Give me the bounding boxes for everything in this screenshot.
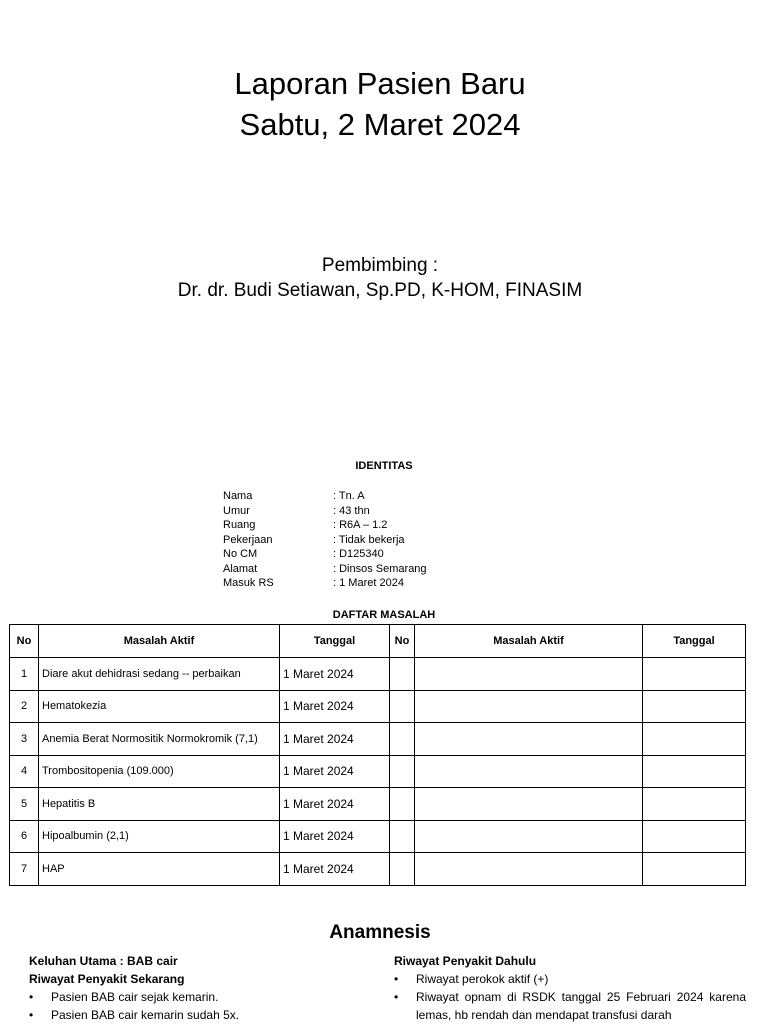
keluhan-utama: Keluhan Utama : BAB cair — [29, 954, 178, 968]
anamnesis-left-column — [29, 952, 359, 1024]
row-tanggal-2 — [643, 723, 746, 756]
rpd-list — [394, 970, 746, 1024]
row-no: 7 — [10, 853, 39, 886]
table-row — [10, 723, 746, 756]
row-masalah: Trombositopenia (109.000) — [39, 755, 280, 788]
report-title: Laporan Pasien Baru — [234, 66, 526, 101]
table-row — [10, 853, 746, 886]
identitas-key: Ruang — [223, 519, 256, 531]
row-no-2 — [390, 690, 415, 723]
row-no-2 — [390, 853, 415, 886]
list-item: • Pasien BAB cair sejak kemarin. — [29, 988, 359, 1006]
identitas-row — [223, 576, 427, 591]
row-tanggal: 1 Maret 2024 — [280, 788, 390, 821]
row-tanggal: 1 Maret 2024 — [280, 690, 390, 723]
row-no-2 — [390, 723, 415, 756]
identitas-key: No CM — [223, 548, 258, 560]
row-masalah: Hipoalbumin (2,1) — [39, 820, 280, 853]
row-tanggal: 1 Maret 2024 — [280, 755, 390, 788]
table-row — [10, 755, 746, 788]
column-header-no: No — [10, 625, 39, 658]
anamnesis-heading: Anamnesis — [329, 922, 431, 943]
row-no: 3 — [10, 723, 39, 756]
list-item: • Riwayat opnam di RSDK tanggal 25 Februari 2024 karena lemas, hb rendah dan mendapat transfusi darah — [394, 988, 746, 1024]
identitas-key: Pekerjaan — [223, 533, 273, 546]
identitas-row — [223, 547, 427, 562]
pembimbing-name: Dr. dr. Budi Setiawan, Sp.PD, K-HOM, FINASIM — [177, 280, 583, 301]
row-masalah-2 — [415, 755, 643, 788]
identitas-value: : D125340 — [333, 548, 384, 560]
row-no-2 — [390, 788, 415, 821]
row-no-2 — [390, 658, 415, 691]
rps-list — [29, 988, 359, 1024]
row-no: 6 — [10, 820, 39, 853]
identitas-row — [223, 562, 427, 577]
column-header-no-2: No — [390, 625, 415, 658]
list-item: • Riwayat perokok aktif (+) — [394, 970, 746, 988]
identitas-row — [223, 489, 427, 504]
identitas-table — [223, 489, 427, 591]
table-row — [10, 658, 746, 691]
row-tanggal: 1 Maret 2024 — [280, 723, 390, 756]
row-tanggal-2 — [643, 658, 746, 691]
report-date: Sabtu, 2 Maret 2024 — [239, 107, 521, 142]
row-masalah: Diare akut dehidrasi sedang -- perbaikan — [39, 658, 280, 691]
identitas-value: : Dinsos Semarang — [333, 562, 427, 575]
column-header-tanggal: Tanggal — [280, 625, 390, 658]
row-tanggal-2 — [643, 755, 746, 788]
row-masalah-2 — [415, 690, 643, 723]
identitas-key: Alamat — [223, 562, 258, 575]
row-tanggal-2 — [643, 690, 746, 723]
identitas-row — [223, 504, 427, 519]
row-no: 4 — [10, 755, 39, 788]
identitas-value: : 1 Maret 2024 — [333, 577, 404, 589]
identitas-key: Masuk RS — [223, 577, 274, 589]
table-row — [10, 788, 746, 821]
row-tanggal-2 — [643, 820, 746, 853]
identitas-key: Umur — [223, 504, 250, 517]
table-row — [10, 690, 746, 723]
pembimbing-label: Pembimbing : — [321, 255, 439, 276]
row-masalah-2 — [415, 788, 643, 821]
anamnesis-right-column — [394, 952, 746, 1024]
row-no-2 — [390, 820, 415, 853]
row-masalah-2 — [415, 853, 643, 886]
identitas-key: Nama — [223, 490, 253, 502]
row-no: 5 — [10, 788, 39, 821]
row-no: 2 — [10, 690, 39, 723]
row-masalah-2 — [415, 723, 643, 756]
row-tanggal-2 — [643, 788, 746, 821]
row-masalah: Hematokezia — [39, 690, 280, 723]
identitas-heading: IDENTITAS — [355, 460, 413, 472]
rps-heading: Riwayat Penyakit Sekarang — [29, 972, 185, 986]
table-header-row — [10, 625, 746, 658]
table-row — [10, 820, 746, 853]
row-no-2 — [390, 755, 415, 788]
daftar-masalah-table — [9, 624, 746, 886]
row-masalah: HAP — [39, 853, 280, 886]
daftar-masalah-heading: DAFTAR MASALAH — [332, 609, 436, 621]
column-header-masalah-2: Masalah Aktif — [415, 625, 643, 658]
row-tanggal: 1 Maret 2024 — [280, 658, 390, 691]
row-tanggal-2 — [643, 853, 746, 886]
identitas-row — [223, 533, 427, 548]
row-masalah: Anemia Berat Normositik Normokromik (7,1) — [39, 723, 280, 756]
row-masalah: Hepatitis B — [39, 788, 280, 821]
identitas-value: : Tidak bekerja — [333, 533, 405, 546]
identitas-value: : Tn. A — [333, 490, 365, 502]
row-masalah-2 — [415, 820, 643, 853]
row-tanggal: 1 Maret 2024 — [280, 853, 390, 886]
rpd-heading: Riwayat Penyakit Dahulu — [394, 954, 537, 968]
identitas-value: : 43 thn — [333, 504, 370, 517]
row-tanggal: 1 Maret 2024 — [280, 820, 390, 853]
identitas-value: : R6A – 1.2 — [333, 519, 388, 531]
row-masalah-2 — [415, 658, 643, 691]
column-header-tanggal-2: Tanggal — [643, 625, 746, 658]
list-item: • Pasien BAB cair kemarin sudah 5x. — [29, 1006, 359, 1024]
row-no: 1 — [10, 658, 39, 691]
identitas-row — [223, 518, 427, 533]
column-header-masalah: Masalah Aktif — [39, 625, 280, 658]
